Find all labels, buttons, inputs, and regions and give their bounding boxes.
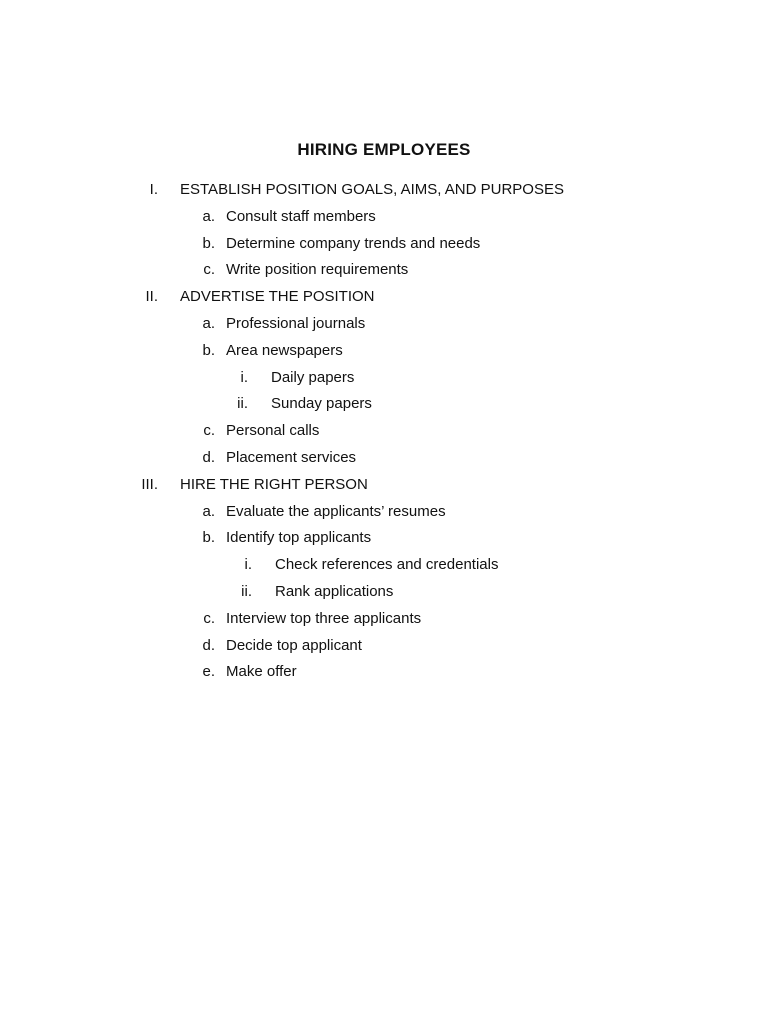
item-marker: d. <box>202 448 215 466</box>
subitem-text: Daily papers <box>271 368 355 386</box>
item-marker: c. <box>203 422 215 440</box>
item-marker: a. <box>202 207 215 225</box>
item-text: Personal calls <box>226 422 320 440</box>
outline-subitem <box>0 368 768 395</box>
subitem-marker: ii. <box>237 395 248 413</box>
outline-section-3 <box>0 475 768 502</box>
subitem-marker: ii. <box>241 582 252 600</box>
outline-item <box>0 662 768 689</box>
outline-subitem <box>0 555 768 582</box>
item-marker: c. <box>203 261 215 279</box>
subitem-marker: i. <box>240 368 248 386</box>
outline-item <box>0 421 768 448</box>
item-marker: a. <box>202 502 215 520</box>
item-text: Consult staff members <box>226 207 376 225</box>
item-marker: b. <box>202 341 215 359</box>
outline-item <box>0 314 768 341</box>
item-marker: b. <box>202 529 215 547</box>
outline-item <box>0 502 768 529</box>
outline-subitem <box>0 394 768 421</box>
item-marker: e. <box>202 663 215 681</box>
item-text: Placement services <box>226 448 357 466</box>
section-heading: HIRE THE RIGHT PERSON <box>180 475 368 493</box>
subitem-text: Check references and credentials <box>275 556 499 574</box>
item-text: Identify top applicants <box>226 529 372 547</box>
section-marker: I. <box>149 181 158 198</box>
section-heading: ESTABLISH POSITION GOALS, AIMS, AND PURPOSES <box>180 181 564 198</box>
outline-item <box>0 207 768 234</box>
section-heading: ADVERTISE THE POSITION <box>180 288 375 306</box>
outline-item <box>0 636 768 663</box>
item-text: Area newspapers <box>226 341 343 359</box>
item-marker: a. <box>202 314 215 332</box>
outline-item <box>0 528 768 555</box>
item-text: Interview top three applicants <box>226 609 422 627</box>
section-marker: III. <box>141 475 158 493</box>
item-text: Decide top applicant <box>226 636 362 654</box>
item-text: Write position requirements <box>226 261 409 279</box>
outline-item <box>0 341 768 368</box>
item-marker: c. <box>203 609 215 627</box>
subitem-text: Rank applications <box>275 582 394 600</box>
outline-item <box>0 448 768 475</box>
item-text: Professional journals <box>226 314 366 332</box>
section-marker: II. <box>145 288 158 306</box>
outline-section-1 <box>0 180 768 207</box>
outline-item <box>0 234 768 261</box>
item-marker: b. <box>202 234 215 252</box>
item-text: Determine company trends and needs <box>226 234 481 252</box>
subitem-marker: i. <box>244 556 252 574</box>
item-text: Evaluate the applicants’ resumes <box>226 502 446 520</box>
page-title: HIRING EMPLOYEES <box>297 140 471 159</box>
item-text: Make offer <box>226 663 297 681</box>
item-marker: d. <box>202 636 215 654</box>
outline-item <box>0 609 768 636</box>
outline-item <box>0 260 768 287</box>
subitem-text: Sunday papers <box>271 395 372 413</box>
outline-section-2 <box>0 287 768 314</box>
outline-subitem <box>0 582 768 609</box>
outline-list <box>0 180 768 689</box>
